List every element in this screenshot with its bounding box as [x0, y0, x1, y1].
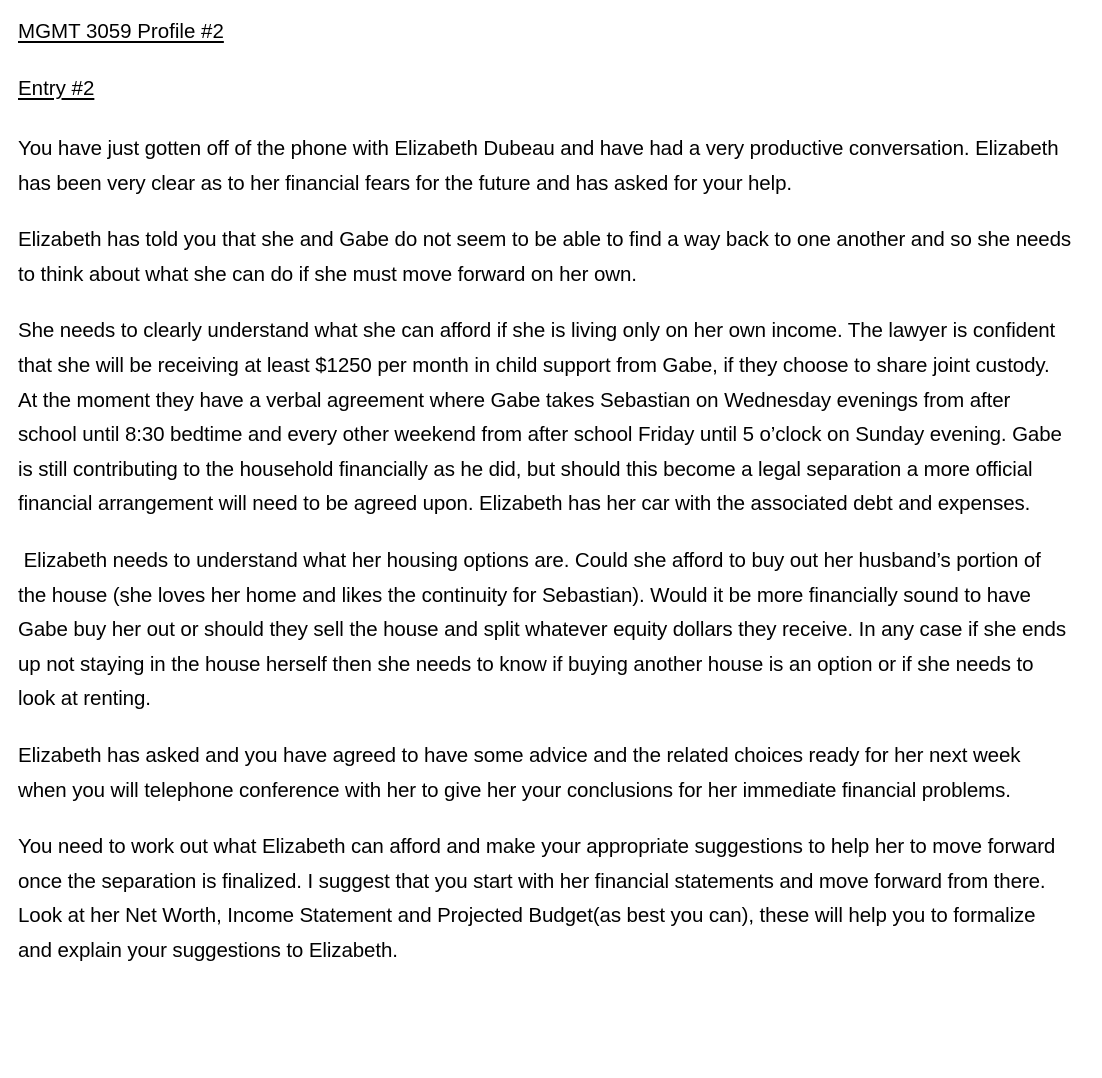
paragraph-advice: Elizabeth has asked and you have agreed to have some advice and the related choices ready for her next week when you will telephone conference with her to give her your conclusions for her immediate financial problems. — [18, 743, 1021, 802]
paragraph-task: You need to work out what Elizabeth can afford and make your appropriate suggestions to help her to move forward once the separation is finalized. I suggest that you start with her financial statements and move forward from there. Look at her Net Worth, Income Statement and Projected Budget(as best you can), these will help you to formalize and explain your suggestions to Elizabeth. — [18, 835, 1056, 962]
paragraph-intro: You have just gotten off of the phone with Elizabeth Dubeau and have had a very productive conversation. Elizabeth has been very clear as to her financial fears for the future and has asked for your help. — [18, 137, 1059, 195]
entry-heading: Entry #2 — [18, 77, 95, 100]
document-title: MGMT 3059 Profile #2 — [18, 20, 224, 43]
paragraph-housing: Elizabeth needs to understand what her housing options are. Could she afford to buy out her husband’s portion of the house (she loves her home and likes the continuity for Sebastian). Would it be more financially sound to have Gabe buy her out or should they sell the house and split whatever equity dollars they receive. In any case if she ends up not staying in the house herself then she needs to know if buying another house is an option or if she needs to look at renting. — [18, 548, 1072, 711]
paragraph-relationship: Elizabeth has told you that she and Gabe do not seem to be able to find a way back to one another and so she needs to think about what she can do if she must move forward on her own. — [18, 228, 1072, 286]
paragraph-income: She needs to clearly understand what she can afford if she is living only on her own income. The lawyer is confident that she will be receiving at least $1250 per month in child support from Gabe, if they choose to share joint custody. At the moment they have a verbal agreement where Gabe takes Sebastian on Wednesday evenings from after school until 8:30 bedtime and every other weekend from after school Friday until 5 o’clock on Sunday evening. Gabe is still contributing to the household financially as he did, but should this become a legal separation a more official financial arrangement will need to be agreed upon. Elizabeth has her car with the associated debt and expenses. — [18, 319, 1062, 516]
